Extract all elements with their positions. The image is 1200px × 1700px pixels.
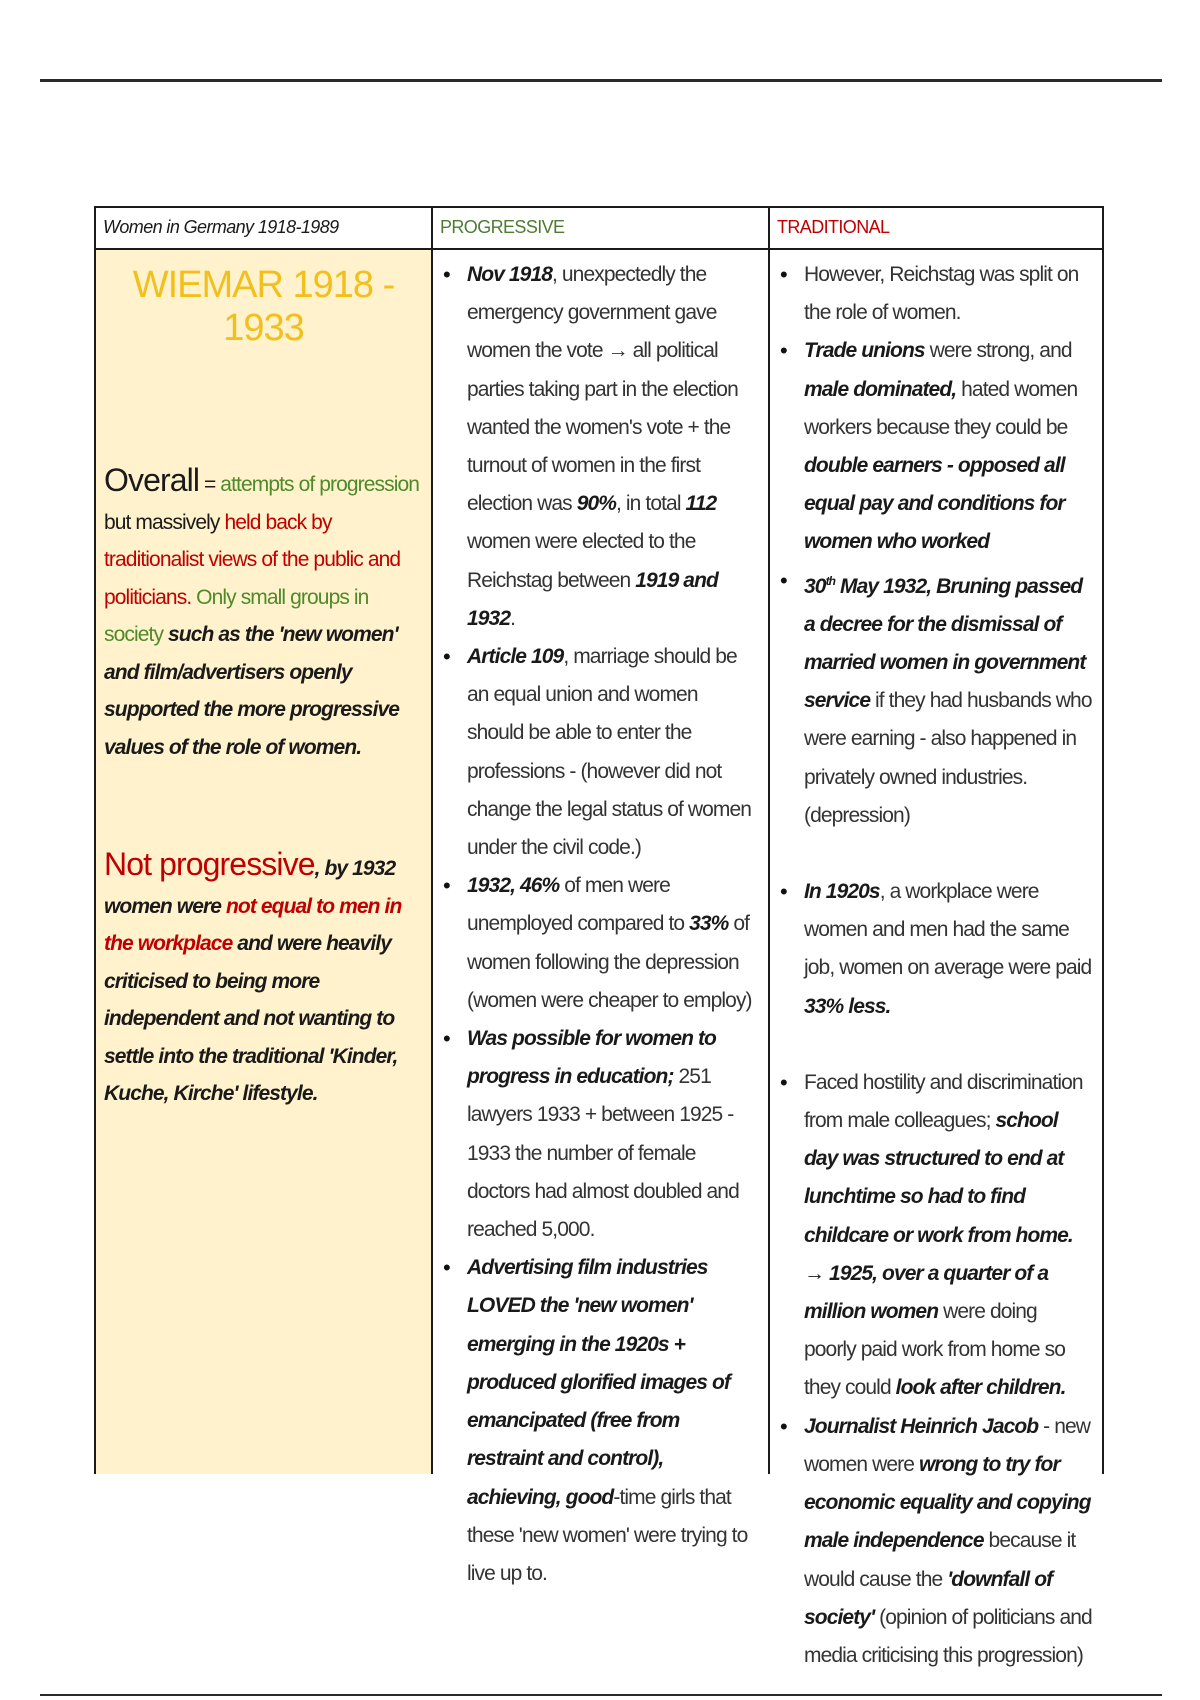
overall-red-1: held back by traditionalist views of the public and politicians. (104, 510, 401, 609)
traditional-item: • In 1920s, a workplace were women and men had the same job, women on average were paid 33% less. (804, 873, 1092, 1026)
not-progressive-red-1: not equal to men in the workplace (104, 894, 402, 955)
traditional-cell (770, 250, 1102, 1667)
table-header-row (96, 208, 1102, 250)
overall-green-2: Only small groups in society (104, 585, 369, 646)
not-progressive-black-2: and were heavily criticised to being more independent and not wanting to settle into the traditional 'Kinder, Kuche, Kirche' lifestyle. (104, 932, 398, 1105)
traditional-item: • Journalist Heinrich Jacob - new women were wrong to try for economic equality and copying male independence because it would cause the 'downfall of society' (opinion of politicians and media criticising this progression) (804, 1408, 1092, 1675)
traditional-list (780, 256, 1092, 1675)
progressive-item: • Nov 1918, unexpectedly the emergency government gave women the vote → all political parties taking part in the election wanted the women's vote + the turnout of women in the first election was 90%, in total 112 women were elected to the Reichstag between 1919 and 1932. (467, 256, 758, 638)
traditional-item: • Faced hostility and discrimination from male colleagues; school day was structured to end at lunchtime so had to find childcare or work from home. → 1925, over a quarter of a million women were doing poorly paid work from home so they could look after children. (804, 1064, 1092, 1408)
progressive-item: • Article 109, marriage should be an equal union and women should be able to enter the professions - (however did not change the legal status of women under the civil code.) (467, 638, 758, 867)
progressive-item: • Advertising film industries LOVED the 'new women' emerging in the 1920s + produced glorified images of emancipated (free from restraint and control), achieving, good-time girls that these 'new women' were trying to live up to. (467, 1249, 758, 1593)
overall-black-2: such as the 'new women' and film/advertisers openly supported the more progressive values of the role of women. (104, 623, 400, 759)
overall-label: Overall (104, 462, 200, 498)
table-body-row (96, 250, 1102, 1667)
overall-eq: = (199, 473, 221, 496)
traditional-item: • 30th May 1932, Bruning passed a decree for the dismissal of married women in government service if they had husbands who were earning - also happened in privately owned industries. (depression) (804, 562, 1092, 835)
not-progressive-label: Not progressive (104, 846, 315, 882)
header-traditional: TRADITIONAL (777, 217, 890, 237)
progressive-item: • 1932, 46% of men were unemployed compared to 33% of women following the depression (women were cheaper to employ) (467, 867, 758, 1020)
overall-black-1: but massively (104, 510, 225, 534)
progressive-item: • Was possible for women to progress in education; 251 lawyers 1933 + between 1925 - 1933 the number of female doctors had almost doubled and reached 5,000. (467, 1020, 758, 1249)
overall-green-1: attempts of progression (220, 473, 420, 496)
comparison-table (94, 206, 1104, 1667)
bottom-rule (40, 1694, 1162, 1696)
traditional-item: • However, Reichstag was split on the role of women. (804, 256, 1092, 332)
progressive-list (443, 256, 758, 1593)
not-progressive-black-1: , by 1932 women were (104, 857, 396, 918)
header-topic: Women in Germany 1918-1989 (96, 208, 433, 248)
traditional-item: • Trade unions were strong, and male dominated, hated women workers because they could be double earners - opposed all equal pay and conditions for women who worked (804, 332, 1092, 561)
progressive-cell (433, 250, 770, 1585)
overall-paragraph (104, 462, 423, 766)
summary-cell (96, 250, 433, 1474)
era-title: WIEMAR 1918 - 1933 (132, 264, 395, 349)
not-progressive-paragraph (104, 846, 423, 1113)
header-progressive: PROGRESSIVE (433, 208, 770, 248)
top-rule (40, 79, 1162, 82)
